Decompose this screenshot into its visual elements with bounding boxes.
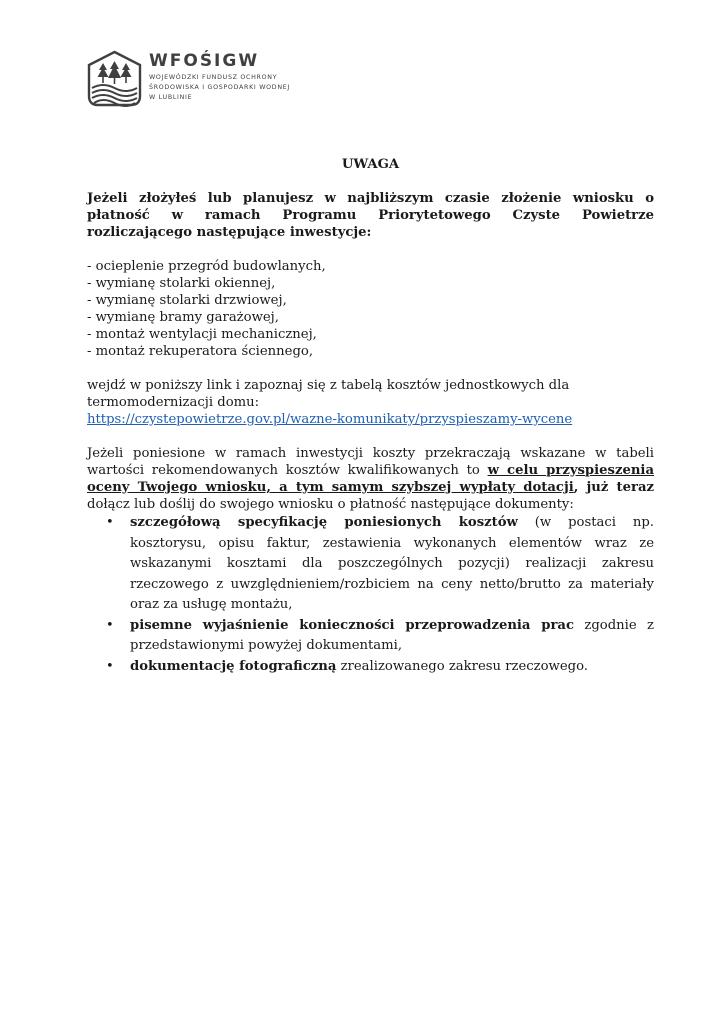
investment-item: - wymianę stolarki okiennej, <box>87 276 276 291</box>
costs-text-end: dołącz lub doślij do swojego wniosku o płatność następujące dokumenty: <box>87 497 574 512</box>
bullet-icon: • <box>106 658 114 674</box>
document-body <box>87 156 654 677</box>
document-item-title: szczegółową specyfikację poniesionych kosztów <box>130 515 518 530</box>
investment-list <box>87 258 654 360</box>
investment-item: - wymianę bramy garażowej, <box>87 310 279 325</box>
document-item-title: pisemne wyjaśnienie konieczności przeprowadzenia prac <box>130 617 574 633</box>
investment-item: - montaż wentylacji mechanicznej, <box>87 327 317 342</box>
logo-line-3: W LUBLINIE <box>149 94 193 101</box>
investment-item: - ocieplenie przegród budowlanych, <box>87 259 326 274</box>
costs-comma: , <box>573 480 587 495</box>
link-intro: wejdź w poniższy link i zapoznaj się z tabelą kosztów jednostkowych dla termomodernizacji domu: <box>87 378 570 410</box>
document-title: UWAGA <box>341 157 400 172</box>
logo-line-1: WOJEWÓDZKI FUNDUSZ OCHRONY <box>149 74 278 81</box>
bullet-icon: • <box>106 515 114 530</box>
wfosigw-logo <box>86 50 326 110</box>
investment-item: - wymianę stolarki drzwiowej, <box>87 293 287 308</box>
document-item <box>106 657 654 678</box>
document-item-text: zrealizowanego zakresu rzeczowego. <box>336 658 588 674</box>
document-item <box>106 616 654 657</box>
investment-item: - montaż rekuperatora ściennego, <box>87 344 314 359</box>
document-item-text: (w postaci np. kosztorysu, opisu faktur, zestawienia wykonanych elementów wraz ze wskazanymi kosztami dla poszczególnych pozycji) realizacji zakresu rzeczowego z uwzględnieniem/rozbiciem na ceny netto/brutto za materiały oraz za usługę montażu, <box>130 515 654 612</box>
costs-emphasis: w celu przyspieszenia oceny Twojego wniosku, a tym samym szybszej wypłaty dotacji <box>87 463 654 495</box>
document-item <box>106 513 654 616</box>
costs-now: już teraz <box>586 480 654 495</box>
documents-list <box>87 513 654 677</box>
logo-name: WFOŚIGW <box>149 51 260 71</box>
logo-emblem-icon <box>86 50 143 107</box>
cost-table-link[interactable]: https://czystepowietrze.gov.pl/wazne-komunikaty/przyspieszamy-wycene <box>87 412 573 427</box>
costs-text: Jeżeli poniesione w ramach inwestycji koszty przekraczają wskazane w tabeli wartości rekomendowanych kosztów kwalifikowanych to <box>87 446 654 478</box>
document-item-text: zgodnie z przedstawionymi powyżej dokumentami, <box>130 617 654 653</box>
document-item-title: dokumentację fotograficzną <box>130 658 337 674</box>
logo-line-2: ŚRODOWISKA I GOSPODARKI WODNEJ <box>149 84 290 91</box>
costs-paragraph <box>87 445 654 513</box>
intro-paragraph: Jeżeli złożyłeś lub planujesz w najbliższym czasie złożenie wniosku o płatność w ramach Programu Priorytetowego Czyste Powietrze rozliczającego następujące inwestycje: <box>87 191 654 240</box>
bullet-icon: • <box>106 617 114 633</box>
